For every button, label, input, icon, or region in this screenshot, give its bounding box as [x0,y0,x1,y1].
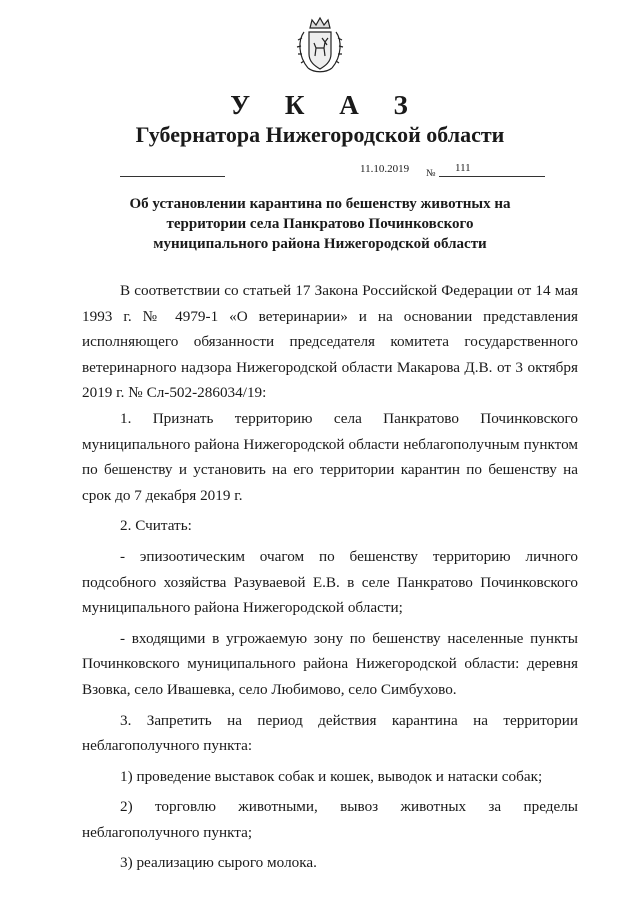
coat-of-arms-icon [294,16,346,76]
clause-2-item-paragraph: - эпизоотическим очагом по бешенству территорию личного подсобного хозяйства Разуваевой Е.В. в селе Панкратово Починковского муниципального района Нижегородской области; [82,547,578,617]
issuer-title: Губернатора Нижегородской области [135,122,505,147]
clause-2-paragraph: 2. Считать: [120,517,192,535]
clause-2-item-paragraph: - входящими в угрожаемую зону по бешенству населенные пункты Починковского муниципального района Нижегородской области: деревня Взовка, село Ивашевка, село Любимово, село Симбухово. [82,629,578,698]
clause-1-paragraph: 1. Признать территорию села Панкратово Починковского муниципального района Нижегородской области неблагополучным пунктом по бешенству и установить на его территории карантин по бешенству на срок до 7 декабря 2019 г. [82,409,578,504]
heading-line: Об установлении карантина по бешенству животных на [129,196,511,212]
document-heading [100,194,540,254]
clause-3-item-paragraph: 3) реализацию сырого молока. [120,854,317,872]
document-type-title: У К А З [230,90,422,120]
document-date: 11.10.2019 [360,163,410,175]
clause-3-item-paragraph: 1) проведение выставок собак и кошек, выводок и натаски собак; [120,767,543,785]
document-number: 111 [455,162,471,174]
number-label: № [426,168,436,179]
signature-line-left [120,176,225,177]
clause-3-paragraph: 3. Запретить на период действия карантина на территории неблагополучного пункта: [82,711,578,755]
number-line [439,176,545,177]
document-body [82,278,578,876]
heading-line: территории села Панкратово Починковского [166,216,474,232]
clause-3-item-paragraph: 2) торговлю животными, вывоз животных за пределы неблагополучного пункта; [82,798,578,841]
heading-line: муниципального района Нижегородской области [153,236,487,252]
preamble-paragraph: В соответствии со статьей 17 Закона Российской Федерации от 14 мая 1993 г. № 4979-1 «О ветеринарии» и на основании представления исполняющего обязанности председателя комитета государственного ветеринарного надзора Нижегородской области Макарова Д.В. от 3 октября 2019 г. № Сл-502-286034/19: [82,282,578,402]
